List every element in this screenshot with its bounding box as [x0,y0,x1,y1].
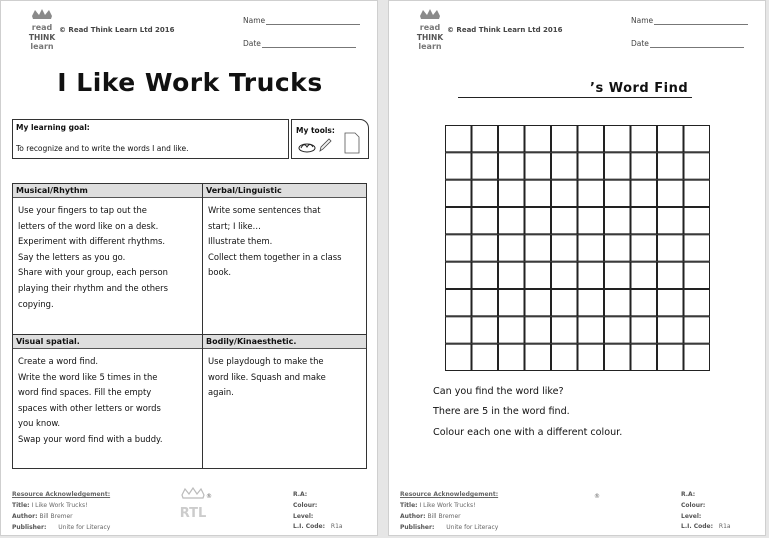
date-label: Date [631,39,649,48]
footer-publisher-value: Unite for Literacy [446,524,499,531]
word-find-cell[interactable] [631,153,657,179]
name-label: Name [243,16,266,25]
word-find-cell[interactable] [631,208,657,234]
registered-mark: ® [594,493,600,500]
word-find-cell[interactable] [472,208,498,234]
word-find-cell[interactable] [525,317,551,343]
word-find-cell[interactable] [499,317,525,343]
word-find-cell[interactable] [605,153,631,179]
word-find-cell[interactable] [552,290,578,316]
registered-mark: ® [206,493,212,500]
word-find-cell[interactable] [525,208,551,234]
pencil-icon [318,137,332,153]
word-find-cell[interactable] [446,180,472,206]
li-value-text: R1a [330,523,343,530]
activity-heading: Bodily/Kinaesthetic. [203,335,366,349]
ra-label-text: R.A: [293,491,308,498]
word-find-cell[interactable] [605,262,631,288]
svg-text:learn: learn [418,42,442,51]
date-label: Date [243,39,261,48]
footer-publisher-label: Publisher: [400,524,435,531]
word-find-cell[interactable] [684,235,710,261]
word-find-cell[interactable] [631,344,657,370]
svg-text:read: read [31,23,53,32]
tools-heading: My tools: [296,126,335,135]
word-find-cell[interactable] [499,208,525,234]
word-find-cell[interactable] [525,153,551,179]
goal-heading: My learning goal: [16,123,90,132]
word-find-grid[interactable] [445,125,710,371]
word-find-cell[interactable] [658,180,684,206]
name-write-line[interactable] [458,97,692,98]
word-find-cell[interactable] [631,180,657,206]
word-find-cell[interactable] [525,290,551,316]
word-find-cell[interactable] [552,262,578,288]
playdough-icon [298,139,318,153]
word-find-cell[interactable] [684,290,710,316]
read-think-learn-logo [415,9,445,53]
colour-label-text: Colour: [681,502,706,509]
activity-text: Create a word find. Write the word like 5 times in the word find spaces. Fill the empty spaces with other letters or words you know. Swap your word find with a buddy. [18,356,163,444]
activity-heading: Musical/Rhythm [13,184,202,198]
word-find-cell[interactable] [525,126,551,152]
date-field[interactable] [631,39,744,48]
word-find-cell[interactable] [446,153,472,179]
activity-heading: Verbal/Linguistic [203,184,366,198]
footer-publisher-row [400,524,498,531]
footer-title-value: I Like Work Trucks! [31,502,88,509]
word-find-cell[interactable] [552,344,578,370]
footer-li-row [293,523,343,530]
footer-title-row [12,502,87,509]
footer-level-label [293,513,313,520]
word-find-cell[interactable] [472,126,498,152]
word-find-cell[interactable] [472,290,498,316]
activity-text: Write some sentences that start; I like… Illustrate them. Collect them together in a class book. [208,205,342,278]
question-1: Can you find the word like? [433,386,564,397]
word-find-cell[interactable] [578,235,604,261]
footer-li-row [681,523,731,530]
li-label-text: L.I. Code: [293,523,325,530]
word-find-cell[interactable] [499,262,525,288]
footer-author-label: Author: [400,513,426,520]
word-find-cell[interactable] [658,208,684,234]
word-find-cell[interactable] [578,208,604,234]
footer-colour-label [681,502,705,509]
word-find-cell[interactable] [631,290,657,316]
word-find-cell[interactable] [552,317,578,343]
word-find-cell[interactable] [578,126,604,152]
word-find-cell[interactable] [658,317,684,343]
resource-ack-heading: Resource Acknowledgement: [400,491,499,498]
word-find-cell[interactable] [552,180,578,206]
word-find-cell[interactable] [578,153,604,179]
footer-author-row [400,513,461,520]
svg-text:read: read [419,23,441,32]
word-find-cell[interactable] [552,208,578,234]
word-find-cell[interactable] [605,208,631,234]
footer-title-row [400,502,475,509]
question-2: There are 5 in the word find. [433,406,570,417]
learning-goal-box [12,119,289,159]
word-find-cell[interactable] [684,180,710,206]
word-find-cell[interactable] [525,180,551,206]
footer-publisher-value: Unite for Literacy [58,524,111,531]
word-find-cell[interactable] [472,262,498,288]
word-find-cell[interactable] [658,262,684,288]
word-find-cell[interactable] [446,262,472,288]
footer-ra-label [293,491,307,498]
word-find-cell[interactable] [472,317,498,343]
word-find-cell[interactable] [525,344,551,370]
word-find-cell[interactable] [552,235,578,261]
name-label: Name [631,16,654,25]
word-find-cell[interactable] [578,317,604,343]
word-find-cell[interactable] [605,290,631,316]
word-find-cell[interactable] [578,344,604,370]
activity-cell-verbal [203,184,366,334]
word-find-cell[interactable] [605,317,631,343]
paper-icon [344,132,360,154]
word-find-cell[interactable] [631,126,657,152]
goal-text: To recognize and to write the words I and like. [16,144,189,153]
activity-cell-visual [13,335,202,468]
activity-text: Use your fingers to tap out the letters of the word like on a desk. Experiment with different rhythms. Say the letters as you go. Share with your group, each person playing their rhythm and the others copying. [18,205,168,309]
svg-text:RTL: RTL [179,506,207,521]
footer-title-label: Title: [400,502,418,509]
word-find-cell[interactable] [605,344,631,370]
footer-ra-label [681,491,695,498]
word-find-cell[interactable] [658,290,684,316]
word-find-cell[interactable] [472,235,498,261]
read-think-learn-logo [27,9,57,53]
word-find-cell[interactable] [446,235,472,261]
word-find-title: ’s Word Find [590,81,689,96]
footer-author-value: Bill Bremer [39,513,73,520]
copyright-text: © Read Think Learn Ltd 2016 [59,26,175,34]
word-find-cell[interactable] [499,235,525,261]
word-find-cell[interactable] [631,235,657,261]
li-label-text: L.I. Code: [681,523,713,530]
word-find-cell[interactable] [446,126,472,152]
word-find-cell[interactable] [446,208,472,234]
word-find-cell[interactable] [684,317,710,343]
tools-box [291,119,369,159]
copyright-text: © Read Think Learn Ltd 2016 [447,26,563,34]
svg-text:THINK: THINK [28,33,56,42]
word-find-cell[interactable] [525,262,551,288]
word-find-cell[interactable] [684,126,710,152]
worksheet-page-2 [388,0,766,536]
footer-colour-label [293,502,317,509]
word-find-cell[interactable] [658,153,684,179]
footer-author-value: Bill Bremer [427,513,461,520]
activity-grid [12,183,367,469]
activity-heading: Visual spatial. [13,335,202,349]
word-find-cell[interactable] [684,208,710,234]
word-find-cell[interactable] [446,344,472,370]
word-find-cell[interactable] [472,153,498,179]
word-find-cell[interactable] [552,153,578,179]
word-find-cell[interactable] [684,153,710,179]
svg-text:THINK: THINK [416,33,444,42]
word-find-cell[interactable] [552,126,578,152]
date-field[interactable] [243,39,356,48]
level-label-text: Level: [681,513,702,520]
word-find-cell[interactable] [684,344,710,370]
worksheet-page-1 [0,0,378,536]
word-find-cell[interactable] [605,180,631,206]
word-find-cell[interactable] [605,126,631,152]
word-find-cell[interactable] [578,180,604,206]
word-find-cell[interactable] [499,180,525,206]
word-find-cell[interactable] [605,235,631,261]
name-field[interactable] [243,16,360,25]
footer-author-row [12,513,73,520]
resource-ack-heading: Resource Acknowledgement: [12,491,111,498]
activity-text: Use playdough to make the word like. Squash and make again. [208,356,326,398]
activity-cell-musical [13,184,202,334]
word-find-cell[interactable] [499,153,525,179]
word-find-cell[interactable] [684,262,710,288]
activity-cell-bodily [203,335,366,468]
footer-title-label: Title: [12,502,30,509]
word-find-cell[interactable] [578,262,604,288]
page-title: I Like Work Trucks [57,68,323,97]
word-find-cell[interactable] [631,262,657,288]
word-find-cell[interactable] [472,180,498,206]
footer-title-value: I Like Work Trucks! [419,502,476,509]
ra-label-text: R.A: [681,491,696,498]
question-3: Colour each one with a different colour. [433,427,623,438]
li-value-text: R1a [718,523,731,530]
word-find-cell[interactable] [472,344,498,370]
word-find-cell[interactable] [446,317,472,343]
svg-text:learn: learn [30,42,54,51]
colour-label-text: Colour: [293,502,318,509]
word-find-cell[interactable] [499,290,525,316]
word-find-cell[interactable] [499,344,525,370]
word-find-cell[interactable] [631,317,657,343]
name-field[interactable] [631,16,748,25]
footer-level-label [681,513,701,520]
footer-publisher-row [12,524,110,531]
footer-publisher-label: Publisher: [12,524,47,531]
word-find-cell[interactable] [658,344,684,370]
footer-author-label: Author: [12,513,38,520]
word-find-cell[interactable] [525,235,551,261]
word-find-cell[interactable] [499,126,525,152]
word-find-cell[interactable] [658,235,684,261]
word-find-cell[interactable] [658,126,684,152]
word-find-cell[interactable] [578,290,604,316]
level-label-text: Level: [293,513,314,520]
word-find-cell[interactable] [446,290,472,316]
